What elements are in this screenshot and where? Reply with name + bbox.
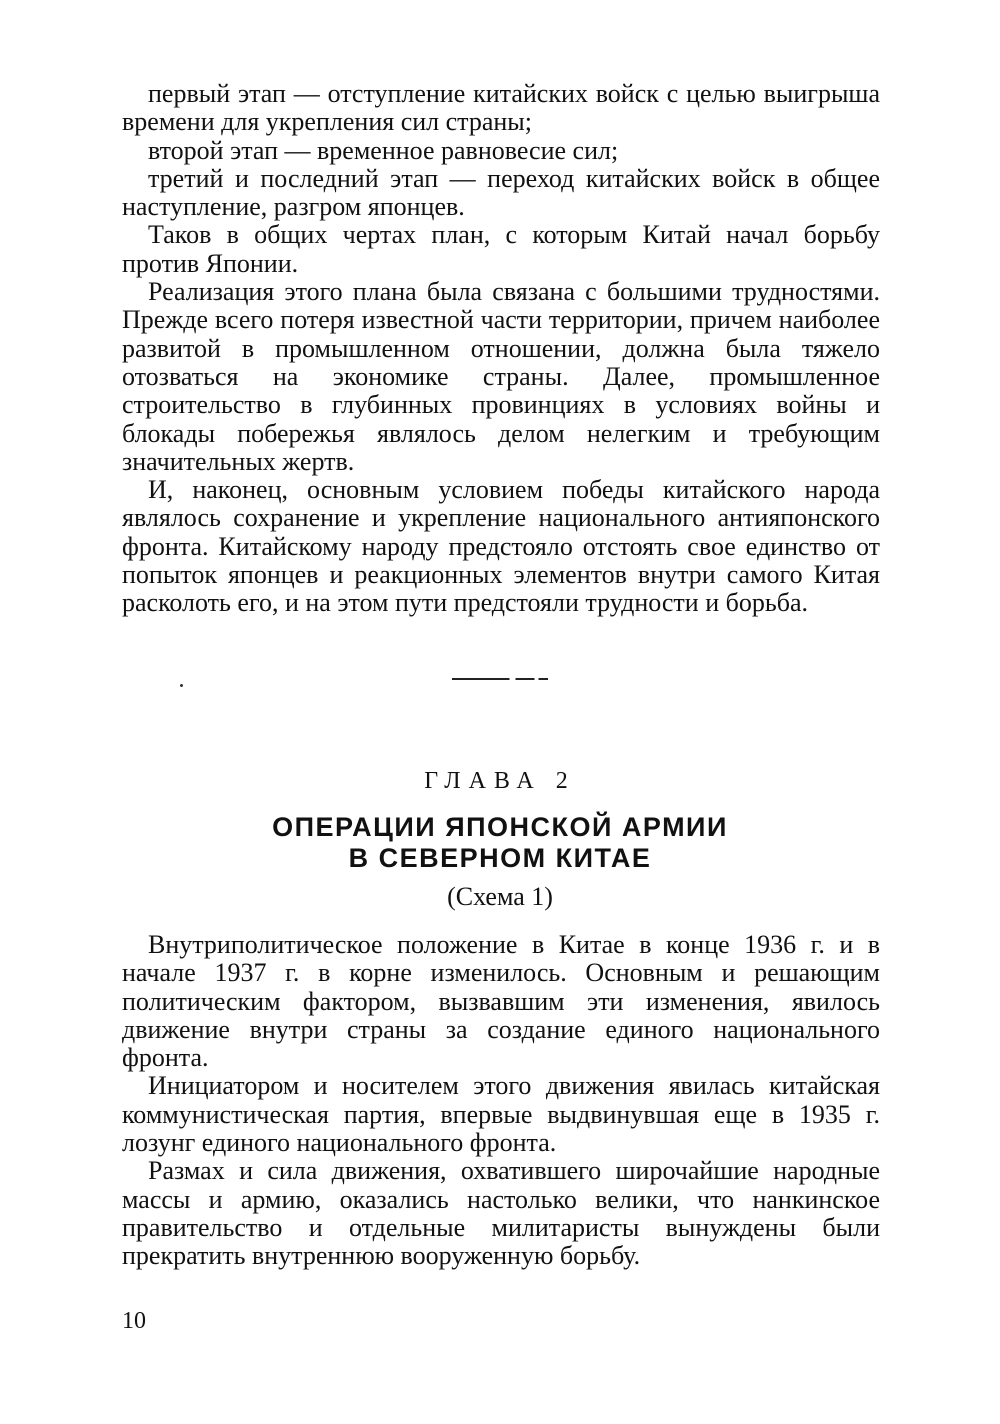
page-number: 10 <box>122 1308 146 1334</box>
chapter-title-line-1: ОПЕРАЦИИ ЯПОНСКОЙ АРМИИ <box>272 812 728 842</box>
text-block-top <box>122 80 880 618</box>
paragraph-internal-situation: Внутриполитическое положение в Китае в конце 1936 г. и в начале 1937 г. в корне изменилось. Основным и решающим политическим фактором, вызвавшим эти изменения, явилось движение внутри страны за создание единого национального фронта. <box>122 930 880 1073</box>
chapter-title-line-2: В СЕВЕРНОМ КИТАЕ <box>348 843 652 873</box>
print-speck <box>180 684 183 687</box>
section-divider <box>452 678 548 680</box>
paragraph-stage-one: первый этап — отступление китайских войск с целью выигрыша времени для укрепления сил страны; <box>122 79 880 137</box>
paragraph-initiator: Инициатором и носителем этого движения явилась китайская коммунистическая партия, впервые выдвинувшая еще в 1935 г. лозунг единого национального фронта. <box>122 1071 880 1158</box>
text-block-chapter <box>122 931 880 1271</box>
chapter-label: ГЛАВА 2 <box>424 768 576 794</box>
paragraph-stage-two: второй этап — временное равновесие сил; <box>148 135 619 165</box>
paragraph-stage-three: третий и последний этап — переход китайских войск в общее наступление, разгром японцев. <box>122 163 880 222</box>
paragraph-difficulties: Реализация этого плана была связана с большими трудностями. Прежде всего потеря известной части территории, причем наиболее развитой в промышленном отношении, должна была тяжело отозваться на экономике страны. Далее, промышленное строительство в глубинных провинциях в условиях войны и блокады побережья являлось делом нелегким и требующим значительных жертв. <box>122 277 880 476</box>
scheme-reference: (Схема 1) <box>447 882 553 911</box>
paragraph-united-front: И, наконец, основным условием победы китайского народа являлось сохранение и укрепление национального антияпонского фронта. Китайскому народу предстояло отстоять свое единство от попыток японцев и реакционных элементов внутри самого Китая расколоть его, и на этом пути предстояли трудности и борьба. <box>122 475 880 618</box>
paragraph-plan-summary: Таков в общих чертах план, с которым Китай начал борьбу против Японии. <box>122 220 880 278</box>
paragraph-movement-scale: Размах и сила движения, охватившего широчайшие народные массы и армию, оказались настолько велики, что нанкинское правительство и отдельные милитаристы вынуждены были прекратить внутреннюю вооруженную борьбу. <box>122 1156 880 1271</box>
